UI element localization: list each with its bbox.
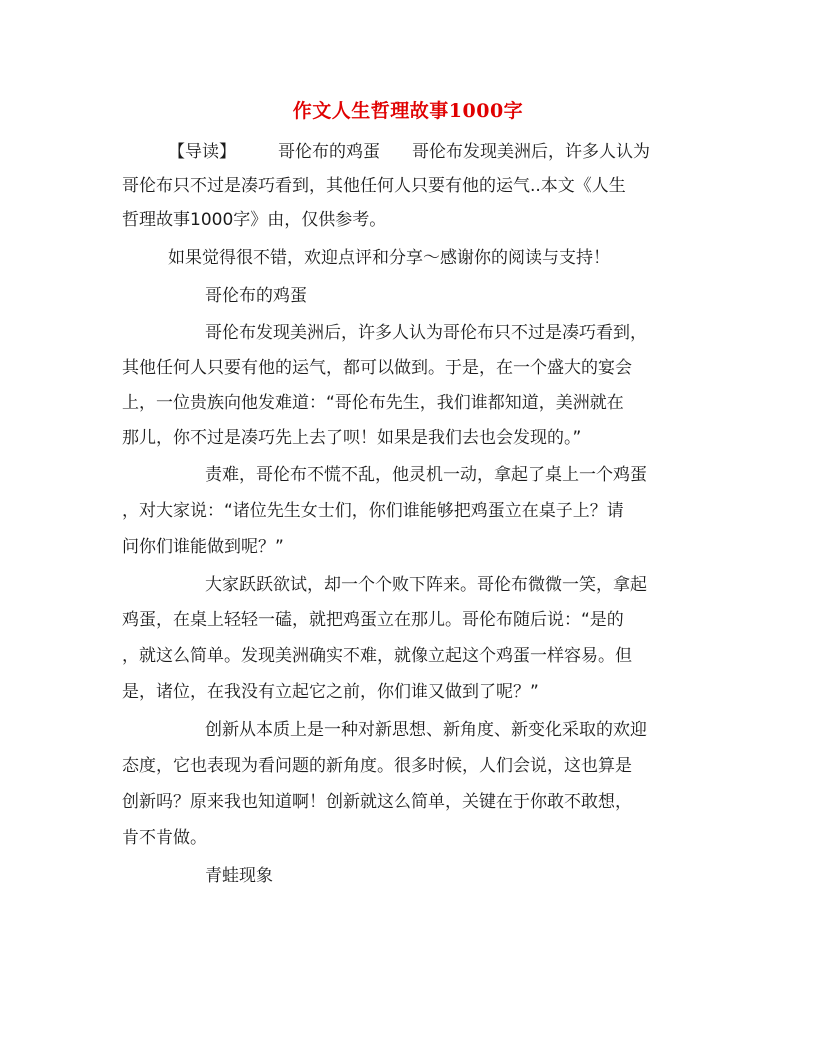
paragraph-line: 是，诸位，在我没有立起它之前，你们谁又做到了呢？” <box>122 682 539 702</box>
paragraph-line: 问你们谁能做到呢？” <box>122 537 284 557</box>
paragraph-line: ，就这么简单。发现美洲确实不难，就像立起这个鸡蛋一样容易。但 <box>122 646 632 666</box>
paragraph-line: 其他任何人只要有他的运气，都可以做到。于是，在一个盛大的宴会 <box>122 358 632 378</box>
paragraph-line: 上，一位贵族向他发难道：“哥伦布先生，我们谁都知道，美洲就在 <box>122 393 624 413</box>
document-title: 作文人生哲理故事1000字 <box>292 100 524 122</box>
intro-line-3: 哲理故事1000字》由，仅供参考。 <box>122 210 387 230</box>
paragraph-line: 大家跃跃欲试，却一个个败下阵来。哥伦布微微一笑，拿起 <box>205 575 647 595</box>
paragraph-line: 创新从本质上是一种对新思想、新角度、新变化采取的欢迎 <box>205 720 647 740</box>
section-heading-frog: 青蛙现象 <box>205 866 273 886</box>
intro-line-1 <box>168 140 740 164</box>
welcome-text: 如果觉得很不错，欢迎点评和分享～感谢你的阅读与支持！ <box>168 248 610 268</box>
intro-tag: 【导读】 <box>168 142 236 162</box>
paragraph-line: ，对大家说：“诸位先生女士们，你们谁能够把鸡蛋立在桌子上？请 <box>122 501 624 521</box>
paragraph-line: 责难，哥伦布不慌不乱，他灵机一动，拿起了桌上一个鸡蛋 <box>205 465 647 485</box>
paragraph-line: 创新吗？原来我也知道啊！创新就这么简单，关键在于你敢不敢想， <box>122 792 632 812</box>
paragraph-line: 那儿，你不过是凑巧先上去了呗！如果是我们去也会发现的。” <box>122 428 582 448</box>
paragraph-line: 肯不肯做。 <box>122 828 207 848</box>
intro-heading: 哥伦布的鸡蛋 <box>278 142 380 162</box>
intro-text: 哥伦布发现美洲后，许多人认为 <box>412 142 650 162</box>
section-heading-columbus: 哥伦布的鸡蛋 <box>205 286 307 306</box>
paragraph-line: 鸡蛋，在桌上轻轻一磕，就把鸡蛋立在那儿。哥伦布随后说：“是的 <box>122 610 624 630</box>
intro-line-2: 哥伦布只不过是凑巧看到，其他任何人只要有他的运气..本文《人生 <box>122 176 626 196</box>
paragraph-line: 哥伦布发现美洲后，许多人认为哥伦布只不过是凑巧看到， <box>205 323 647 343</box>
paragraph-line: 态度，它也表现为看问题的新角度。很多时候，人们会说，这也算是 <box>122 756 632 776</box>
